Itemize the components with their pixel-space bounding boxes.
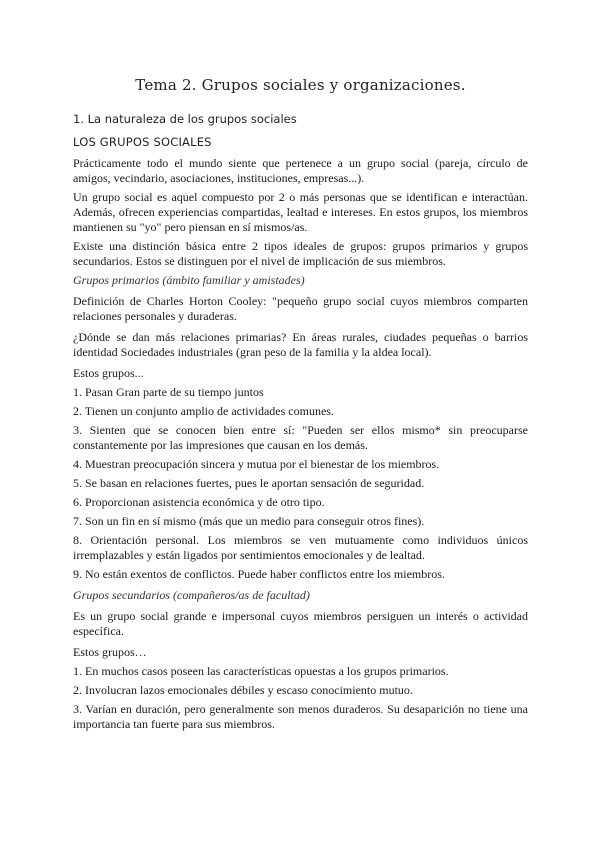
list-item: 2. Tienen un conjunto amplio de actividades comunes. <box>73 404 334 418</box>
primary-definition: Definición de Charles Horton Cooley: "pequeño grupo social cuyos miembros comparten relaciones personales y duraderas. <box>73 294 528 323</box>
list-item: 8. Orientación personal. Los miembros se ven mutuamente como individuos únicos irremplazables y están ligados por sentimientos emocionales y de lealtad. <box>73 533 528 562</box>
intro-paragraph: Un grupo social es aquel compuesto por 2 o más personas que se identifican e interactúan. Además, ofrecen experiencias compartidas, lealtad e intereses. En estos grupos, los miembros mantienen su "yo" pero piensan en sí mismos/as. <box>73 190 528 234</box>
primary-list <box>73 385 528 582</box>
secondary-list <box>73 664 528 732</box>
secondary-definition: Es un grupo social grande e impersonal cuyos miembros persiguen un interés o actividad específica. <box>73 609 528 638</box>
primary-groups-subtitle: Grupos primarios (ámbito familiar y amistades) <box>73 273 305 287</box>
page-title: Tema 2. Grupos sociales y organizaciones. <box>135 76 466 94</box>
section-heading: 1. La naturaleza de los grupos sociales <box>73 112 297 126</box>
secondary-lead: Estos grupos… <box>73 645 147 659</box>
secondary-groups-subtitle: Grupos secundarios (compañeros/as de facultad) <box>73 588 310 602</box>
list-item: 6. Proporcionan asistencia económica y de otro tipo. <box>73 495 325 509</box>
list-item: 7. Son un fin en sí mismo (más que un medio para conseguir otros fines). <box>73 514 425 528</box>
list-item: 2. Involucran lazos emocionales débiles y escaso conocimiento mutuo. <box>73 683 413 697</box>
primary-lead: Estos grupos... <box>73 366 144 380</box>
list-item: 5. Se basan en relaciones fuertes, pues le aportan sensación de seguridad. <box>73 476 425 490</box>
intro-paragraph: Prácticamente todo el mundo siente que pertenece a un grupo social (pareja, círculo de amigos, vecindario, asociaciones, instituciones, empresas...). <box>73 156 528 185</box>
list-item: 3. Varían en duración, pero generalmente son menos duraderos. Su desaparición no tiene una importancia tan fuerte para sus miembros. <box>73 702 528 731</box>
list-item: 1. Pasan Gran parte de su tiempo juntos <box>73 385 264 399</box>
primary-where: ¿Dónde se dan más relaciones primarias? En áreas rurales, ciudades pequeñas o barrios identidad Sociedades industriales (gran peso de la familia y la aldea local). <box>73 330 528 359</box>
subsection-heading: LOS GRUPOS SOCIALES <box>73 135 212 149</box>
list-item: 3. Sienten que se conocen bien entre sí: "Pueden ser ellos mismo* sin preocuparse constantemente por las impresiones que causan en los demás. <box>73 423 528 452</box>
list-item: 4. Muestran preocupación sincera y mutua por el bienestar de los miembros. <box>73 457 440 471</box>
list-item: 9. No están exentos de conflictos. Puede haber conflictos entre los miembros. <box>73 567 445 581</box>
intro-paragraph: Existe una distinción básica entre 2 tipos ideales de grupos: grupos primarios y grupos secundarios. Estos se distinguen por el nivel de implicación de sus miembros. <box>73 239 528 268</box>
list-item: 1. En muchos casos poseen las características opuestas a los grupos primarios. <box>73 664 449 678</box>
